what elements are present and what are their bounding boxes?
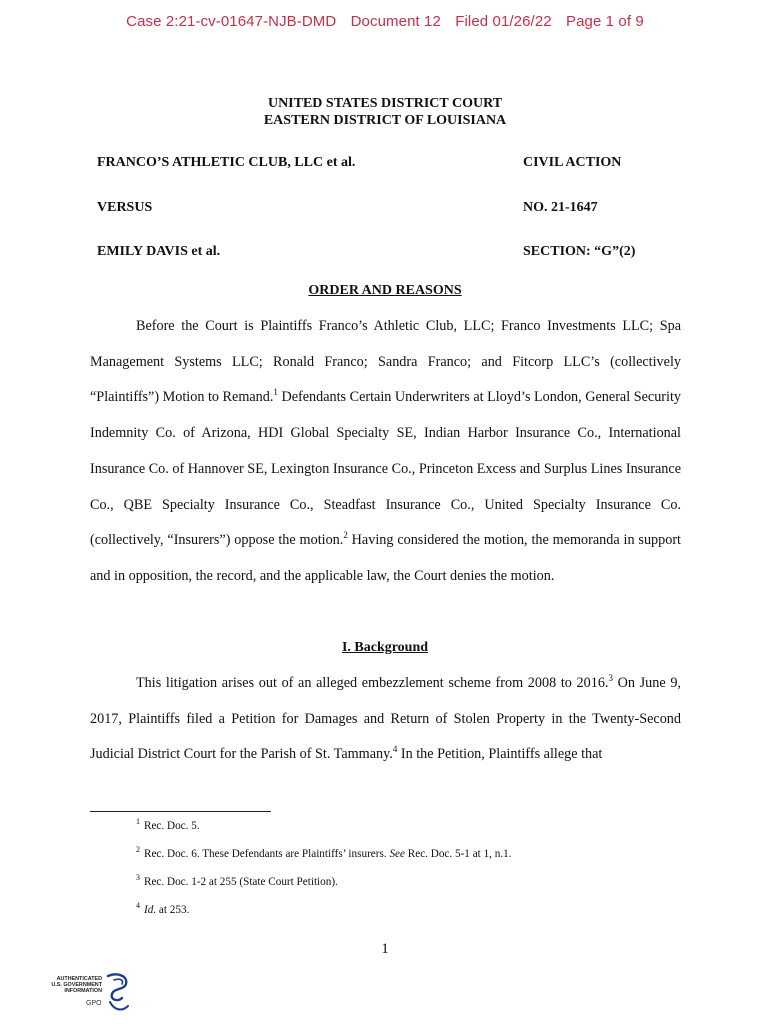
footnote-ref-4[interactable]: 4 xyxy=(392,744,398,755)
intro-paragraph xyxy=(90,309,681,595)
section-label: SECTION: “G”(2) xyxy=(523,244,636,259)
footnote-2: $^2$ Rec. Doc. 6. These Defendants are Plaintiffs’ insurers. See Rec. Doc. 5-1 at 1, n.1. xyxy=(136,845,512,860)
document-number: Document 12 xyxy=(350,13,441,30)
eagle-icon xyxy=(104,972,132,1016)
plaintiff-name: FRANCO’S ATHLETIC CLUB, LLC et al. xyxy=(97,155,356,170)
order-title: ORDER AND REASONS xyxy=(308,283,462,298)
page-indicator: Page 1 of 9 xyxy=(565,13,644,30)
filed-date: Filed 01/26/22 xyxy=(455,13,552,30)
footnote-ref-2[interactable]: 2 xyxy=(343,530,348,541)
defendant-name: EMILY DAVIS et al. xyxy=(97,244,221,259)
case-header xyxy=(0,13,770,30)
intro-text-3: Having considered the motion, the memoranda in support and in opposition, the record, and the applicable law, the Court denies the motion. xyxy=(90,532,681,584)
footnote-ref-1[interactable]: 1 xyxy=(273,387,278,398)
case-number: Case 2:21-cv-01647-NJB-DMD xyxy=(126,13,337,30)
civil-action-label: CIVIL ACTION xyxy=(523,155,622,170)
intro-text-2: Defendants Certain Underwriters at Lloyd’s London, General Security Indemnity Co. of Arizona, HDI Global Specialty SE, Indian Harbor Insurance Co., International Insurance Co. of Hannover SE, Lexington Insurance Co., Princeton Excess and Surplus Lines Insurance Co., QBE Specialty Insurance Co., Steadfast Insurance Co., United Specialty Insurance Co. (collectively, “Insurers”) oppose the motion. xyxy=(90,389,681,549)
footnote-4: $^4$ Id. at 253. xyxy=(136,901,190,916)
court-name xyxy=(0,95,770,129)
court-line-1: UNITED STATES DISTRICT COURT xyxy=(267,96,503,111)
footnote-divider xyxy=(90,811,271,812)
case-docket-number: NO. 21-1647 xyxy=(523,200,598,215)
page-number: 1 xyxy=(381,941,389,957)
background-paragraph xyxy=(90,666,681,773)
intro-text-1: Before the Court is Plaintiffs Franco’s Athletic Club, LLC; Franco Investments LLC; Spa Management Systems LLC; Ronald Franco; Sandra Franco; and Fitcorp LLC’s (collectively “Plaintiffs”) Motion to Remand. xyxy=(90,318,681,406)
background-text-2: On June 9, 2017, Plaintiffs filed a Petition for Damages and Return of Stolen Property in the Twenty-Second Judicial District Court for the Parish of St. Tammany. xyxy=(90,675,681,763)
footnote-3: $^3$ Rec. Doc. 1-2 at 255 (State Court Petition). xyxy=(136,873,338,888)
background-text-3: In the Petition, Plaintiffs allege that xyxy=(397,746,603,763)
court-line-2: EASTERN DISTRICT OF LOUISIANA xyxy=(263,113,507,128)
gpo-authentication-seal xyxy=(42,972,132,1016)
gpo-seal-text: AUTHENTICATED U.S. GOVERNMENT INFORMATION xyxy=(51,976,102,994)
gpo-label: GPO xyxy=(86,1000,102,1007)
background-text-1: This litigation arises out of an alleged embezzlement scheme from 2008 to 2016. xyxy=(136,675,609,691)
footnote-ref-3[interactable]: 3 xyxy=(608,673,613,683)
background-title: I. Background xyxy=(341,640,429,655)
versus-label: VERSUS xyxy=(97,200,153,215)
footnote-1: $^1$ Rec. Doc. 5. xyxy=(136,817,200,832)
